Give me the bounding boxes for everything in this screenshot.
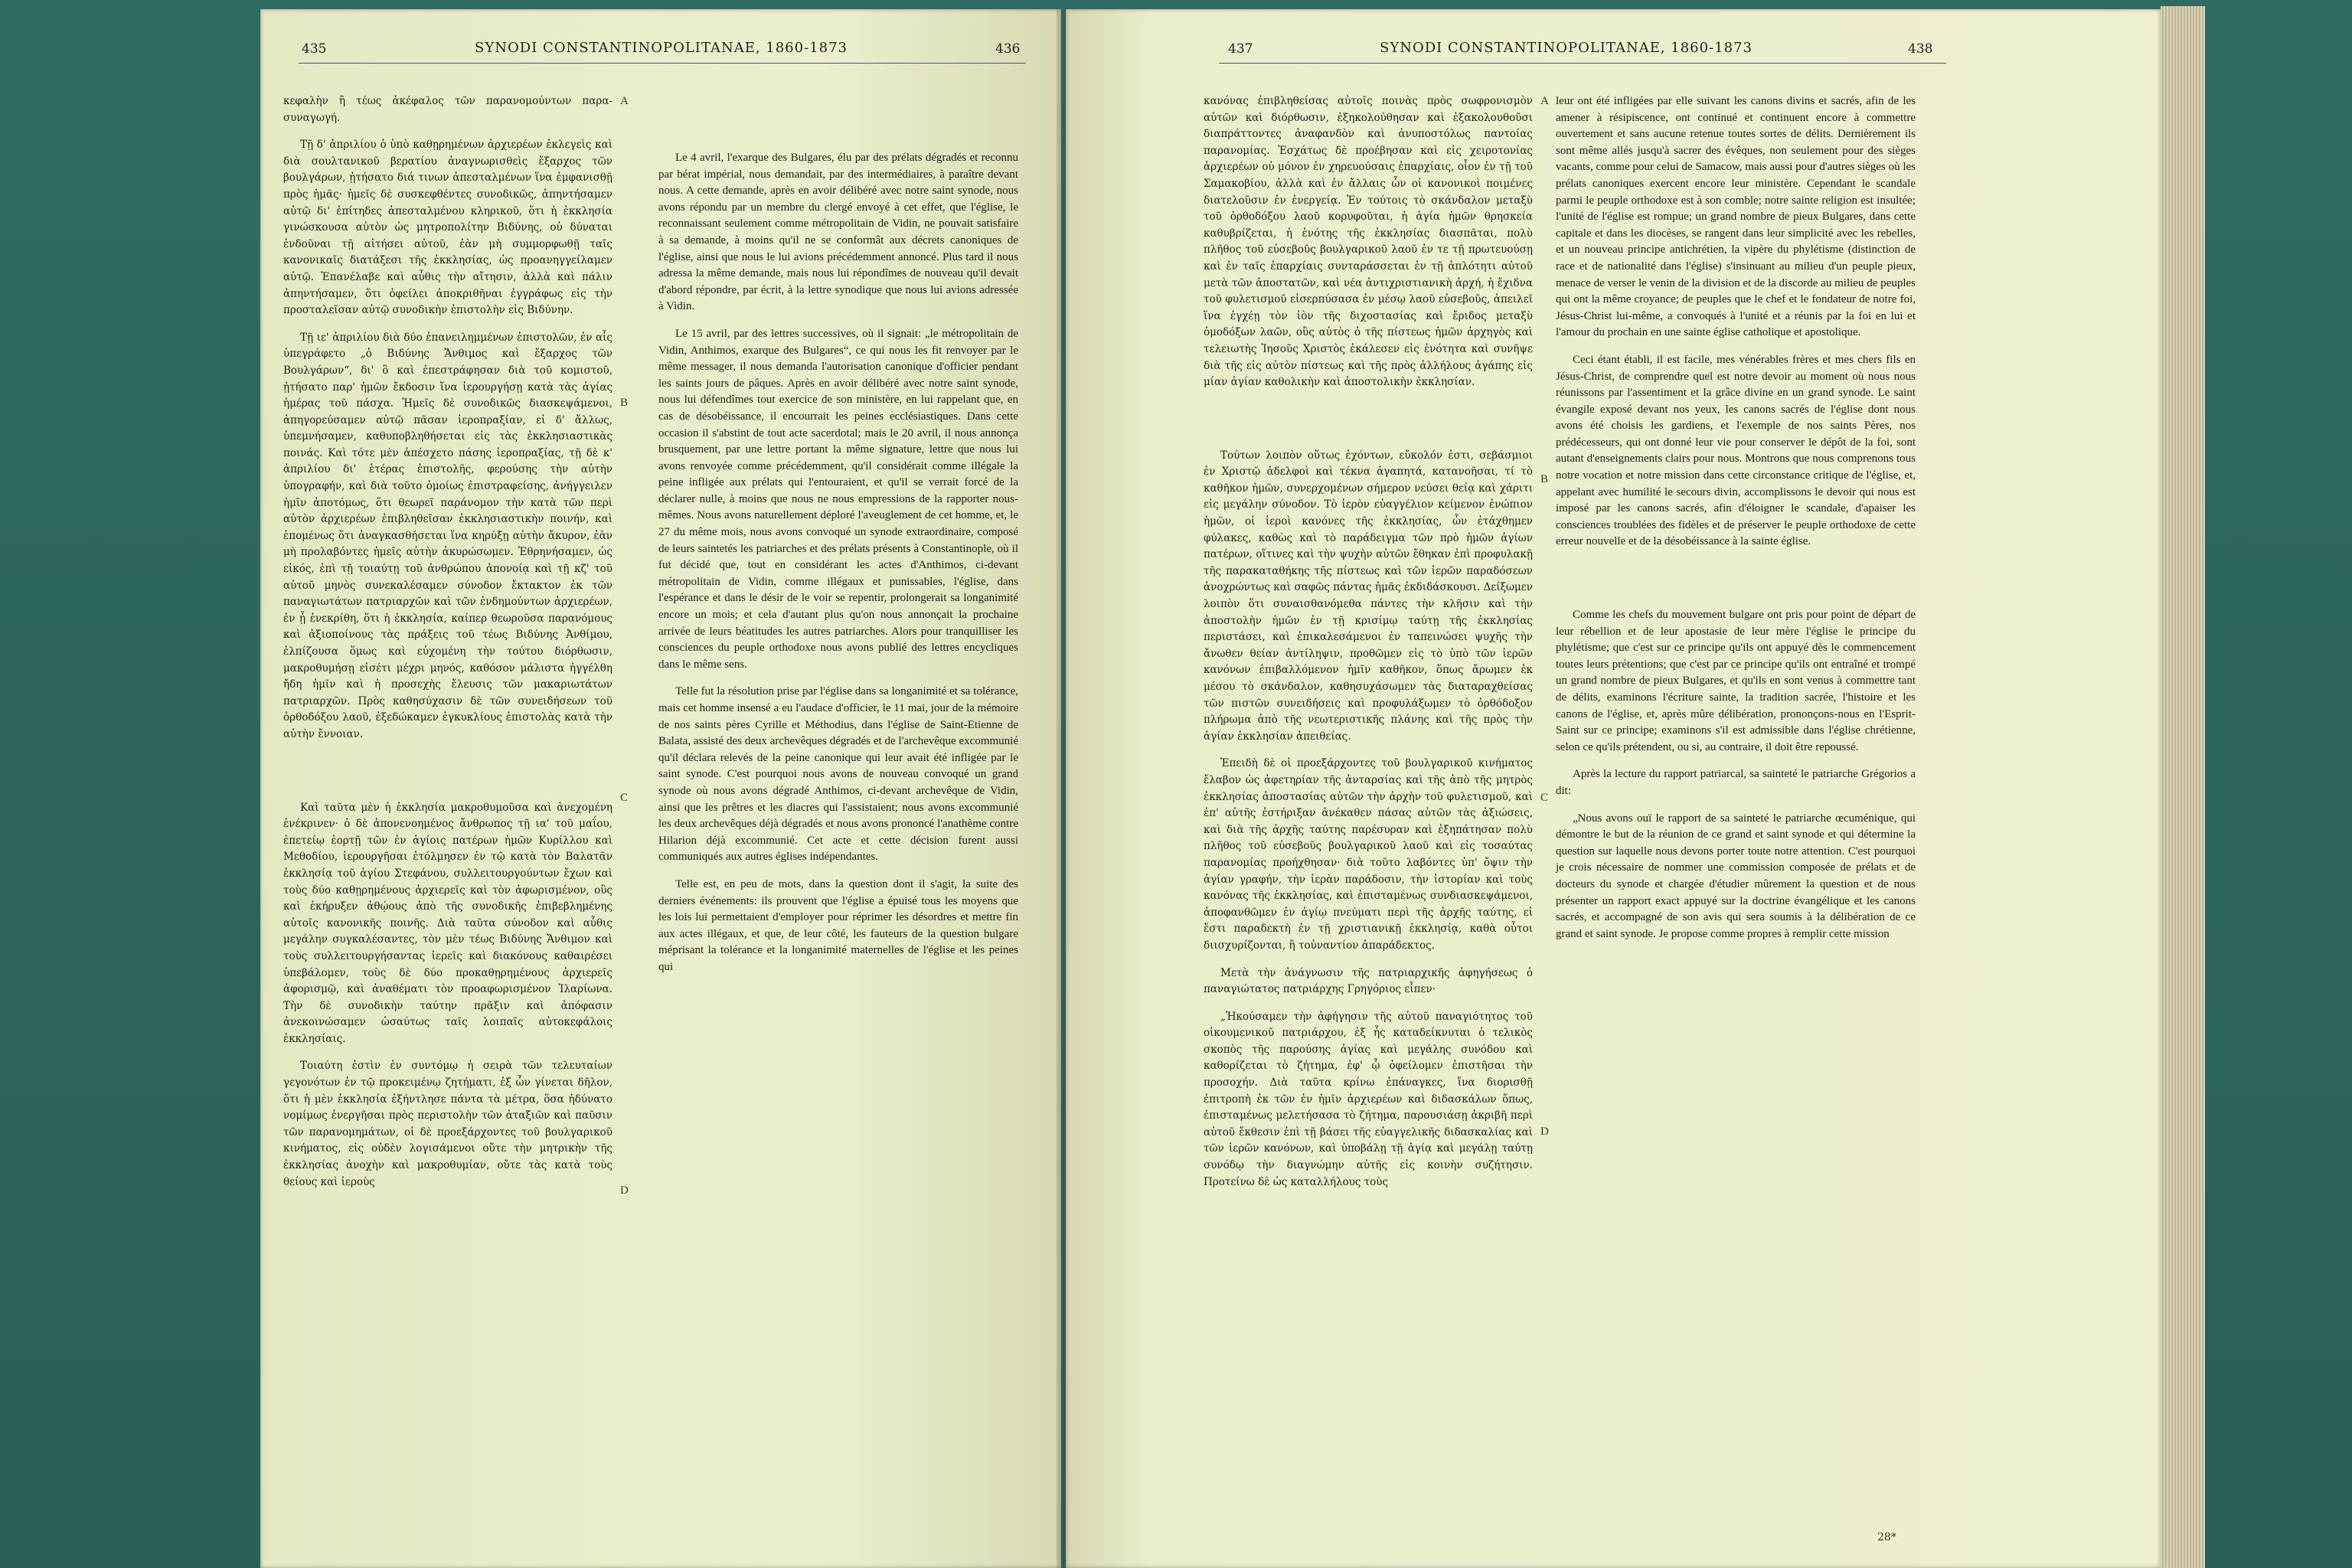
paragraph: Telle fut la résolution prise par l'église dans sa longanimité et sa tolérance, mais cet homme insensé a eu l'audace d'officier, le 11 mai, jour de la mémoire de nos saints pères Cyrille et Méthodius, dans l'église de Saint-Etienne de Balata, assisté des deux archevêques dégradés et de l'archevêque excommunié qu'il déclara relevés de la peine canonique qui leur avait été infligée par le saint synode. C'est pourquoi nous avons de nouveau convoqué un grand synode où nous avons dégradé Anthimos, ci-devant archevêque de Vidin, ainsi que les prêtres et les diacres qui l'assistaient; nous avons excommunié les deux archevêques déjà dégradés et nous avons prononcé l'anathème contre Hilarion déjà excommunié. Cet acte et cette décision furent aussi communiqués aux autres églises indépendantes. xyxy=(658,685,1018,864)
paragraph: Τῇ ιε' ἀπριλίου διὰ δύο ἐπανειλημμένων ἐπιστολῶν, ἐν αἷς ὑπεγράφετο „ὁ Βιδύνης Ἄνθιμος καὶ ἔξαρχος τῶν Βουλγάρων“, δι' ὃ καὶ ἐπεστράφησαν διὰ τοῦ κομιστοῦ, ᾐτήσατο παρ' ἡμῶν ἔκδοσιν ἵνα ἱερουργήσῃ κατὰ τὰς ἁγίας ἡμέρας τοῦ πάσχα. Ἡμεῖς δὲ συνοδικῶς διασκεψάμενοι, ἀπηγορεύσαμεν αὐτῷ πᾶσαν ἱεροπραξίαν, εἰ δ' ἄλλως, ὑπεμνήσαμεν, καθυποβληθήσεται εἰς τὰς ἐκκλησιαστικὰς ποινάς. Καὶ τότε μὲν ἀπέσχετο πάσης ἱεροπραξίας, τῇ δὲ κ' ἀπριλίου δι' ἑτέρας ἐπιστολῆς, φερούσης τὴν αὐτὴν ὑπογραφήν, καὶ διὰ τοῦτο ὁμοίως ἐπιστραφείσης, ἀνήγγειλεν ἡμῖν ἀποτόμως, ὅτι θεωρεῖ παράνομον τὴν κατὰ τῶν περὶ αὐτὸν ἀρχιερέων ἐπιβληθεῖσαν ἐκκλησιαστικὴν ποινήν, καὶ ἑπομένως ὅτι ἀναγκασθήσεται ἵνα κηρύξῃ αὐτὴν ἄκυρον, ἐὰν μὴ προλαβόντες ἡμεῖς αὐτὴν ἀκυρώσωμεν. Ἐθρηνήσαμεν, ὡς εἰκός, ἐπὶ τῇ τοιαύτῃ τοῦ ἀνθρώπου ἀπονοίᾳ καὶ τῇ κζ' τοῦ αὐτοῦ μηνὸς συνεκαλέσαμεν σύνοδον ἔκτακτον ἐκ τῶν παναγιωτάτων πατριαρχῶν καὶ τῶν ἐνδημούντων ἀρχιερέων, ἐν ᾗ ἐνεκρίθη, ὅτι ἡ ἐκκλησία, καίπερ θεωροῦσα παρανόμους καὶ ἀξιοποίνους τὰς πράξεις τοῦ τέως Βιδύνης Ἀνθίμου, ἐλπίζουσα ὅμως καὶ εὐχομένη τὴν τούτου διόρθωσιν, μακροθυμήσῃ εἰσέτι μέχρι μηνός, καθόσον μάλιστα ἠγγέλθη ἤδη ἡμῖν καὶ ἡ προσεχὴς ἔλευσις τῶν μακαριωτάτων πατριαρχῶν. Πρὸς καθησύχασιν δὲ τῶν συνειδήσεων τοῦ ὀρθοδόξου λαοῦ, ἐξεδώκαμεν ἐγκυκλίους ἐπιστολὰς κατὰ τὴν αὐτὴν ἔννοιαν. xyxy=(283,331,612,740)
paragraph: κεφαλὴν ἢ τέως ἀκέφαλος τῶν παρανομούντων παρα- συναγωγή. xyxy=(283,95,612,124)
printer-signature: 28* xyxy=(1877,1531,1896,1544)
paragraph: Après la lecture du rapport patriarcal, sa sainteté le patriarche Grégorios a dit: xyxy=(1556,768,1916,797)
paragraph: Le 4 avril, l'exarque des Bulgares, élu par des prélats dégradés et reconnu par bérat impérial, nous demandait, par des intermédiaires, à paraître devant nous. A cette demande, après en avoir délibéré avec notre saint synode, nous avons répondu par un membre du clergé envoyé à cet effet, que l'église, le reconnaissant seulement comme métropolitain de Vidin, ne pouvait satisfaire à sa demande, à moins qu'il ne se conformât aux décrets canoniques de l'église, ainsi que nous le lui avions précédemment annoncé. Plus tard il nous adressa la même demande, mais nous lui répondîmes de nouveau qu'il devait d'abord répondre, par écrit, à la lettre synodique que nous lui avions adressée à Vidin. xyxy=(658,152,1018,313)
margin-mark: D xyxy=(620,1184,629,1197)
header-rule xyxy=(1219,63,1946,64)
paragraph: Telle est, en peu de mots, dans la question dont il s'agit, la suite des derniers événements: ils prouvent que l'église a épuisé tous les moyens que les lois lui permettaient d'employer pour réprimer les désordres et mettre fin aux actes illégaux, et que, de leur côté, les fauteurs de la question bulgare méprisant la tolérance et la longanimité maternelles de l'église et les peines qui xyxy=(658,877,1018,973)
greek-column xyxy=(283,93,612,1201)
french-column xyxy=(658,150,1018,987)
paragraph: Τοιαύτη ἐστὶν ἐν συντόμῳ ἡ σειρὰ τῶν τελευταίων γεγονότων ἐν τῷ προκειμένῳ ζητήματι, ἐξ ὧν γίνεται δῆλον, ὅτι ἡ μὲν ἐκκλησία ἐξήντλησε πάντα τὰ μέτρα, ὅσα ἠδύνατο νομίμως ἐνεργῆσαι πρὸς περιστολὴν τῶν ἀταξιῶν καὶ παῦσιν τῶν παρανομημάτων, οἱ δὲ προεξάρχοντες τοῦ βουλγαρικοῦ κινήματος, εἰς οὐδὲν λογισάμενοι οὔτε τὴν μητρικὴν τῆς ἐκκλησίας ἀνοχὴν καὶ μακροθυμίαν, οὔτε τὰς κατὰ τοὺς θείους καὶ ἱεροὺς xyxy=(283,1060,612,1188)
paragraph: κανόνας ἐπιβληθείσας αὐτοῖς ποινὰς πρὸς σωφρονισμὸν αὐτῶν καὶ διόρθωσιν, ἐξηκολούθησαν καὶ ἐξακολουθοῦσι διαπράττοντες ἀναφανδὸν καὶ ἀνυποστόλως παντοίας παρανομίας. Ἐσχάτως δὲ προέβησαν καὶ εἰς χειροτονίας ἀρχιερέων οὐ μόνον ἐν χηρευούσαις ἐπαρχίαις, οἷον ἐν τῇ τοῦ Σαμακοβίου, ἀλλὰ καὶ ἐν ἄλλαις ὧν οἱ κανονικοὶ ποιμένες διατελοῦσιν ἐν ἐνεργείᾳ. Ἐν τούτοις τὸ σκάνδαλον μεταξὺ τοῦ ὀρθοδόξου λαοῦ κορυφοῦται, ἡ ἁγία ἡμῶν θρησκεία καθυβρίζεται, ἡ ἑνότης τῆς ἐκκλησίας διασπᾶται, πολὺ πλῆθος τοῦ εὐσεβοῦς βουλγαρικοῦ λαοῦ ἐν τε τῇ πρωτευούσῃ καὶ ἐν ταῖς ἐπαρχίαις συνταράσσεται ἐν τῇ ἁπλότητι αὐτοῦ μετὰ τῶν ἀποστατῶν, καὶ νέα ἀντιχριστιανικὴ ἀρχή, ἡ ἔχιδνα τοῦ φυλετισμοῦ εἰσερπύσασα ἐν μέσῳ λαοῦ εὐσεβοῦς, ἀπειλεῖ ἵνα ἐγχέῃ τὸν ἰὸν τῆς διχοστασίας καὶ ἔριδος μεταξὺ ὁμοδόξων λαῶν, οὓς αὐτὸς ὁ τῆς πίστεως ἡμῶν ἀρχηγὸς καὶ τελειωτὴς Ἰησοῦς Χριστὸς ἐκάλεσεν εἰς ἑνότητα καὶ συνῆψε διὰ τῆς εἰς αὐτὸν πίστεως καὶ τῆς πρὸς ἀλλήλους ἀγάπης εἰς μίαν ἁγίαν καθολικὴν καὶ ἀποστολικὴν ἐκκλησίαν. xyxy=(1204,95,1533,389)
paragraph: „Nous avons ouï le rapport de sa sainteté le patriarche œcuménique, qui démontre le but de la réunion de ce grand et saint synode et qui détermine la question sur laquelle nous devons porter toute notre attention. C'est pourquoi je crois nécessaire de nommer une commission composée de prélats et de docteurs du synode et chargée d'étudier mûrement la question et de nous présenter un rapport exact appuyé sur la doctrine évangélique et les canons sacrés, et accompagné de son avis qui sera soumis à la délibération de ce grand et saint synode. Je propose comme propres à remplir cette mission xyxy=(1556,812,1916,940)
paragraph: Ceci étant établi, il est facile, mes vénérables frères et mes chers fils en Jésus-Christ, de comprendre quel est notre devoir au moment où nous nous réunissons par l'assentiment et la grâce divine en un grand synode. Le saint évangile exposé devant nos yeux, les canons sacrés de l'église dont nous avons été choisis les gardiens, et l'exemple de nos saints Pères, nos prédécesseurs, qui ont donné leur vie pour conserver le dépôt de la foi, sont autant d'enseignements clairs pour nous. Montrons que nous comprenons tous notre vocation et notre mission dans cette circonstance critique de l'église, et, appelant avec humilité le secours divin, accomplissons le devoir qui nous est imposé par les canons sacrés, afin d'éloigner le scandale, d'apaiser les consciences troublées des fidèles et de préserver le peuple orthodoxe de cette erreur nouvelle et de la désobéissance à la sainte église. xyxy=(1556,353,1916,548)
margin-mark: A xyxy=(1540,95,1549,107)
paragraph: Comme les chefs du mouvement bulgare ont pris pour point de départ de leur rébellion et de leur apostasie de leur mère l'église le principe du phylétisme; que c'est sur ce principe qu'ils ont appuyé dès le commencement toutes leurs prétentions; que c'est par ce principe qu'ils ont entraîné et trompé un grand nombre de pieux Bulgares, et qu'ils en sont venus à commettre tant de délits, examinons l'écriture sainte, la tradition sacrée, l'histoire et les canons de l'église, et, après mûre délibération, prononçons-nous en l'Esprit-Saint sur ce principe; examinons s'il est admissible dans l'église chrétienne, selon ce qu'ils prétendent, ou si, au contraire, il doit être repoussé. xyxy=(1556,609,1916,753)
paragraph: Καὶ ταῦτα μὲν ἡ ἐκκλησία μακροθυμοῦσα καὶ ἀνεχομένη ἐνέκρινεν· ὁ δὲ ἀπονενοημένος ἄνθρωπος τῇ ια' τοῦ μαΐου, ἐπετείῳ ἑορτῇ τῶν ἐν ἁγίοις πατέρων ἡμῶν Κυρίλλου καὶ Μεθοδίου, ἱερουργῆσαι ἐτόλμησεν ἐν τῷ κατὰ τὸν Βαλατᾶν ἐκκλησίᾳ τοῦ ἁγίου Στεφάνου, συλλειτουργούντων ἔχων καὶ τοὺς δύο καθῃρημένους ἀρχιερεῖς καὶ τὸν ἀφωρισμένον, οὓς καὶ ἐκήρυξεν ἀθῴους ἀπὸ τῆς συνοδικῆς ἐπιβεβλημένης αὐτοῖς κανονικῆς ποινῆς. Διὰ ταῦτα σύνοδον καὶ αὖθις μεγάλην συγκαλέσαντες, τὸν μὲν τέως Βιδύνης Ἄνθιμον καὶ τοὺς συλλειτουργήσαντας ἱερεῖς καὶ διακόνους καθαιρέσει ὑπεβάλομεν, τοὺς δὲ δύο προκαθῃρημένους ἀρχιερεῖς ἀφορισμῷ, καὶ ἀναθέματι τὸν προαφωρισμένον Ἱλαρίωνα. Τὴν δὲ συνοδικὴν ταύτην πρᾶξιν καὶ ἀπόφασιν ἀνεκοινώσαμεν ὡσαύτως ταῖς λοιπαῖς αὐτοκεφάλοις ἐκκλησίαις. xyxy=(283,801,612,1045)
french-column xyxy=(1556,93,1916,953)
greek-column xyxy=(1204,93,1533,1201)
paragraph: leur ont été infligées par elle suivant les canons divins et sacrés, afin de les amener à résipiscence, ont continué et continuent encore à commettre ouvertement et sans aucune retenue toutes sortes de délits. Dernièrement ils sont même allés jusqu'à sacrer des évêques, non seulement pour des sièges vacants, comme pour celui de Samacow, mais aussi pour d'autres sièges où les prélats canoniques exercent encore leur ministère. Cependant le scandale parmi le peuple orthodoxe est à son comble; notre sainte religion est insultée; l'unité de l'église est rompue; un grand nombre de pieux Bulgares, dans cette capitale et dans les diocèses, se rangent dans leur simplicité avec les rebelles, et un nouveau principe antichrétien, la vipère du phylétisme (distinction de race et de nationalité dans l'église) s'insinuant au milieu d'un peuple pieux, menace de verser le venin de la division et de la discorde au milieu de peuples qui ont la même croyance; de peuples que le chef et le fondateur de notre foi, Jésus-Christ lui-même, a convoqués à l'unité et a réunis par la foi en lui et l'amour du prochain en une sainte église catholique et apostolique. xyxy=(1556,95,1916,339)
paragraph: „Ἠκούσαμεν τὴν ἀφήγησιν τῆς αὐτοῦ παναγιότητος τοῦ οἰκουμενικοῦ πατριάρχου, ἐξ ἧς καταδείκνυται ὁ τελικὸς σκοπὸς τῆς παρούσης ἁγίας καὶ μεγάλης συνόδου καὶ καθορίζεται τὸ ζήτημα, ἐφ' ᾧ ὀφείλομεν ἐπιστῆσαι τὴν προσοχήν. Διὰ ταῦτα κρίνω ἐπάναγκες, ἵνα διορισθῇ ἐπιτροπὴ ἐκ τῶν ἐν ἡμῖν ἀρχιερέων καὶ διδασκάλων ὅπως, ἐπισταμένως μελετήσασα τὸ ζήτημα, παρουσιάσῃ ἀκριβῆ περὶ αὐτοῦ ἔκθεσιν ἐπὶ τῇ βάσει τῆς εὐαγγελικῆς διδασκαλίας καὶ τῶν ἱερῶν κανόνων, καὶ ὑποβάλῃ τῇ ἁγίᾳ καὶ μεγάλῃ ταύτῃ συνόδῳ τὴν διαγνώμην αὐτῆς εἰς κοινὴν συζήτησιν. Προτείνω δὲ ὡς καταλλήλους τοὺς xyxy=(1204,1010,1533,1188)
page-number: 438 xyxy=(1908,41,1933,57)
paragraph: Τούτων λοιπὸν οὕτως ἐχόντων, εὔκολόν ἐστι, σεβάσμιοι ἐν Χριστῷ ἀδελφοὶ καὶ τέκνα ἀγαπητά, κατανοῆσαι, τί τὸ καθῆκον ἡμῶν, συνερχομένων σήμερον νεύσει θείᾳ καὶ χάριτι εἰς μεγάλην σύνοδον. Τὸ ἱερὸν εὐαγγέλιον κείμενον ἐνώπιον ἡμῶν, οἱ ἱεροὶ κανόνες τῆς ἐκκλησίας, ὧν ἐτάχθημεν φύλακες, καθὼς καὶ τὸ παράδειγμα τῶν πρὸ ἡμῶν ἁγίων πατέρων, οἵτινες καὶ τὴν ψυχὴν αὐτῶν ἔθηκαν ἐπὶ προφυλακῇ τῆς παρακαταθήκης τῆς πίστεως καὶ τῶν ἱερῶν παραδόσεων ἀνοχρώντως καὶ σαφῶς πάντας ἡμᾶς ἐκδιδάσκουσι. Δείξωμεν λοιπὸν ὅτι συναισθανόμεθα πάντες τὴν κλῆσιν καὶ τὴν ἀποστολὴν ἡμῶν ἐν τῇ κρισίμῳ ταύτῃ τῆς ἐκκλησίας περιστάσει, καὶ ἐπικαλεσάμενοι ἐν ταπεινώσει ψυχῆς τὴν ἄνωθεν θείαν ἀντίληψιν, προθῶμεν εἰς τὸ ὑπὸ τῶν ἱερῶν κανόνων ἐπιβαλλόμενον ἡμῖν καθῆκον, ὅπως ἄρωμεν ἐκ μέσου τὸ σκάνδαλον, καθησυχάσωμεν τὰς διαταραχθείσας τῶν πιστῶν συνειδήσεις καὶ προφυλάξωμεν τὸ ὀρθόδοξον πλήρωμα ἀπὸ τῆς νεωτεριστικῆς πλάνης καὶ τῆς πρὸς τὴν ἁγίαν ἐκκλησίαν ἀπειθείας. xyxy=(1204,449,1533,743)
margin-mark: B xyxy=(620,397,629,409)
paragraph: Le 15 avril, par des lettres successives, où il signait: „le métropolitain de Vidin, Anthimos, exarque des Bulgares“, ce qui nous les fit renvoyer par le même messager, il nous demanda l'autorisation canonique d'officier pendant les saints jours de pâques. Après en avoir délibéré avec notre saint synode, nous lui défendîmes tout exercice de son ministère, en lui rappelant que, en cas de désobéissance, il encourrait les peines ecclésiastiques. Dans cette occasion il s'abstint de tout acte sacerdotal; mais le 20 avril, il nous annonça brusquement, par une lettre portant la même signature, lettre que nous lui avons renvoyée comme précédemment, qu'il considérait comme illégale la peine infligée aux prélats qui l'entouraient, et qu'il se verrait forcé de la déclarer nulle, à moins que nous ne nous empressions de la rapporter nous-mêmes. Nous avons naturellement déploré l'aveuglement de cet homme, et, le 27 du même mois, nous avons convoqué un synode extraordinaire, composé de leurs saintetés les patriarches et des prélats présents à Constantinople, où il fut décidé que, tout en considérant les actes d'Anthimos, ci-devant métropolitain de Vidin, comme illégaux et punissables, l'église, dans l'espérance et dans le désir de le voir se repentir, prolongerait sa longanimité encore un mois; et cela d'autant plus qu'on nous annonçait la prochaine arrivée de leurs béatitudes les autres patriarches. Alors pour tranquilliser les consciences du peuple orthodoxe nous avons publié des lettres encycliques dans le même sens. xyxy=(658,327,1018,671)
running-head: SYNODI CONSTANTINOPOLITANAE, 1860-1873 xyxy=(1380,40,1753,56)
margin-mark: D xyxy=(1540,1125,1549,1138)
margin-mark: C xyxy=(620,792,629,804)
header-rule xyxy=(299,63,1026,64)
margin-mark: C xyxy=(1540,792,1549,804)
paragraph: Τῇ δ' ἀπριλίου ὁ ὑπὸ καθῃρημένων ἀρχιερέων ἐκλεγεὶς καὶ διὰ σουλτανικοῦ βερατίου ἀναγνωρισθεὶς ἔξαρχος τῶν βουλγάρων, ᾐτήσατο διά τινων ἀπεσταλμένων ἵνα ἐμφανισθῇ πρὸς ἡμᾶς· ἡμεῖς δὲ συσκεφθέντες συνοδικῶς, ἀπηντήσαμεν αὐτῷ δι' ἐπίτηδες ἀπεσταλμένου κληρικοῦ, ὅτι ἡ ἐκκλησία γινώσκουσα αὐτὸν ὡς μητροπολίτην Βιδύνης, οὐ δύναται ἐνδοῦναι τῇ αἰτήσει αὐτοῦ, ἐὰν μὴ συμμορφωθῇ ταῖς κανονικαῖς διατάξεσι τῆς ἐκκλησίας, ὡς προανηγγείλαμεν αὐτῷ. Ἐπανέλαβε καὶ αὖθις τὴν αἴτησιν, ἀλλὰ καὶ πάλιν ἀπηντήσαμεν, ὅτι ὀφείλει ἀποκριθῆναι ἐγγράφως εἰς τὴν προσταλεῖσαν αὐτῷ συνοδικὴν ἐπιστολὴν εἰς Βιδύνην. xyxy=(283,139,612,317)
page-number: 437 xyxy=(1228,41,1253,57)
paragraph: Ἐπειδὴ δὲ οἱ προεξάρχοντες τοῦ βουλγαρικοῦ κινήματος ἔλαβον ὡς ἀφετηρίαν τῆς ἀνταρσίας καὶ τῆς ἀπὸ τῆς μητρὸς ἐκκλησίας ἀποστασίας αὐτῶν τὴν ἀρχὴν τοῦ φυλετισμοῦ, καὶ ἐπ' αὐτῆς ἐστήριξαν ἀνέκαθεν πάσας αὐτῶν τὰς ἀξιώσεις, καὶ διὰ τῆς ἀρχῆς ταύτης παρέσυραν καὶ ἐξηπάτησαν πολὺ πλῆθος τοῦ εὐσεβοῦς βουλγαρικοῦ λαοῦ καὶ εἰς τοσαύτας παρανομίας προήχθησαν· διὰ τοῦτο λαβόντες ὑπ' ὄψιν τὴν ἁγίαν γραφήν, τὴν ἱερὰν παράδοσιν, τὴν ἱστορίαν καὶ τοὺς κανόνας τῆς ἐκκλησίας, καὶ ἐπισταμένως συνδιασκεψάμενοι, ἀποφανθῶμεν ἐν ἁγίῳ πνεύματι περὶ τῆς ἀρχῆς ταύτης, εἰ ἔστι παραδεκτὴ ἐν τῇ χριστιανικῇ ἐκκλησίᾳ, καθὰ οὗτοι διισχυρίζονται, ἢ τοὐναντίον ἀπαράδεκτος. xyxy=(1204,757,1533,952)
paragraph: Μετὰ τὴν ἀνάγνωσιν τῆς πατριαρχικῆς ἀφηγήσεως ὁ παναγιώτατος πατριάρχης Γρηγόριος εἶπεν· xyxy=(1204,966,1533,996)
margin-mark: A xyxy=(620,95,629,107)
page-number: 436 xyxy=(995,41,1021,57)
right-page xyxy=(1066,9,2161,1568)
margin-mark: B xyxy=(1540,473,1549,485)
left-page xyxy=(260,9,1061,1568)
running-head: SYNODI CONSTANTINOPOLITANAE, 1860-1873 xyxy=(475,40,848,56)
book-page-edges xyxy=(2161,6,2205,1568)
page-number: 435 xyxy=(302,41,327,57)
